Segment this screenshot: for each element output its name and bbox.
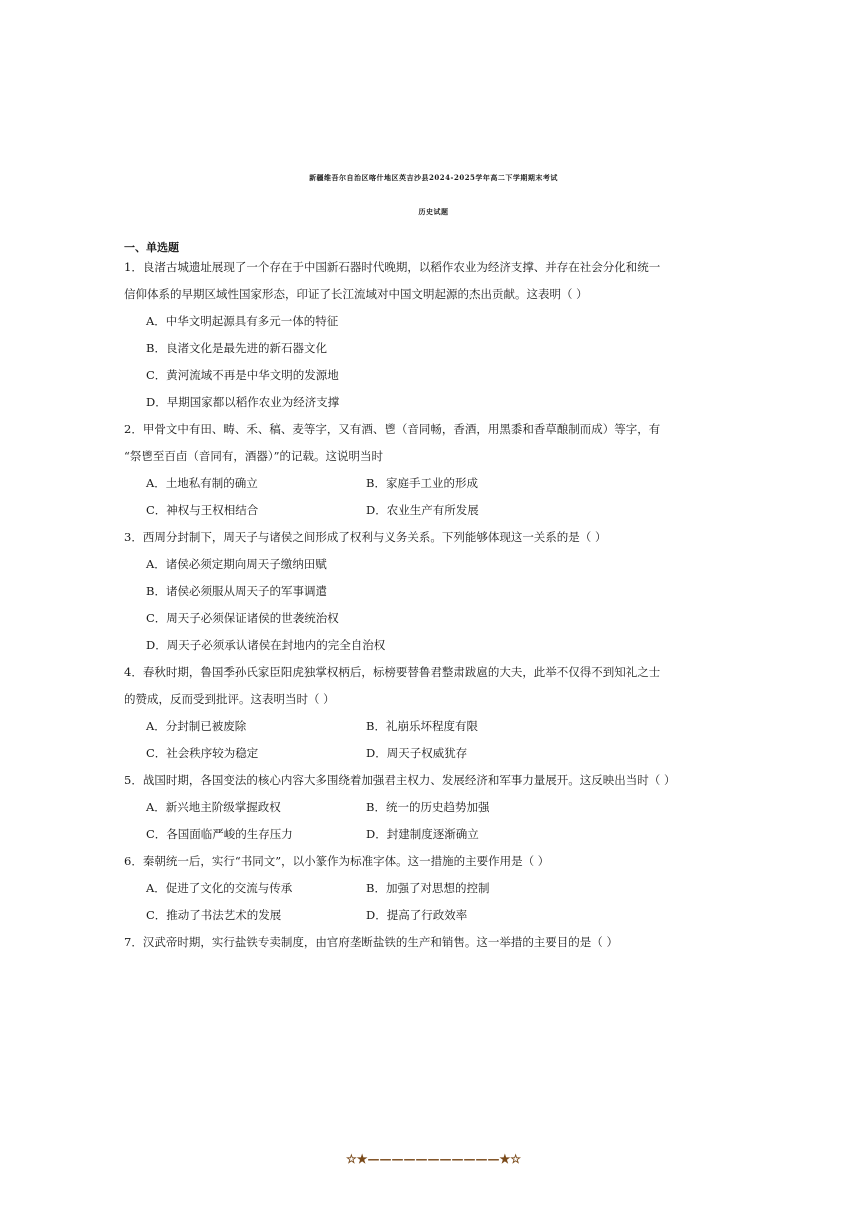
question-5-option-b: B．统一的历史趋势加强 xyxy=(366,800,490,814)
question-2-line-1: 2．甲骨文中有田、畴、禾、稿、麦等字，又有酒、鬯（音同畅，香酒，用黑黍和香草酿制而成）等字，有 xyxy=(124,422,661,436)
question-4-option-b: B．礼崩乐坏程度有限 xyxy=(366,719,478,733)
question-4-option-c: C．社会秩序较为稳定 xyxy=(146,746,259,760)
question-5-option-d: D．封建制度逐渐确立 xyxy=(366,827,479,841)
question-1-line-2: 信仰体系的早期区域性国家形态，印证了长江流域对中国文明起源的杰出贡献。这表明（ ） xyxy=(124,287,588,301)
question-6-option-c: C．推动了书法艺术的发展 xyxy=(146,908,282,922)
question-5-line-1: 5．战国时期，各国变法的核心内容大多围绕着加强君主权力、发展经济和军事力量展开。这反映出当时（ ） xyxy=(124,773,676,787)
question-2-option-d: D．农业生产有所发展 xyxy=(366,503,479,517)
question-5-option-a: A．新兴地主阶级掌握政权 xyxy=(146,800,281,814)
exam-subtitle: 历史试题 xyxy=(418,207,449,216)
question-3-option-a: A．诸侯必须定期向周天子缴纳田赋 xyxy=(146,557,327,571)
question-1-option-c: C．黄河流域不再是中华文明的发源地 xyxy=(146,368,339,382)
question-2-option-b: B．家庭手工业的形成 xyxy=(366,476,478,490)
question-1-line-1: 1．良渚古城遗址展现了一个存在于中国新石器时代晚期，以稻作农业为经济支撑、并存在社会分化和统一 xyxy=(124,260,661,274)
section-heading: 一、单选题 xyxy=(124,241,179,254)
question-3-option-d: D．周天子必须承认诸侯在封地内的完全自治权 xyxy=(146,638,386,652)
question-2-option-a: A．土地私有制的确立 xyxy=(146,476,258,490)
question-4-option-d: D．周天子权威犹存 xyxy=(366,746,468,760)
question-7-line-1: 7．汉武帝时期，实行盐铁专卖制度，由官府垄断盐铁的生产和销售。这一举措的主要目的是（ ） xyxy=(124,935,618,949)
question-4-line-1: 4．春秋时期，鲁国季孙氏家臣阳虎独掌权柄后，标榜要替鲁君整肃跋扈的大夫，此举不仅得不到知礼之士 xyxy=(124,665,661,679)
footer-decoration: ☆★———————————★☆ xyxy=(345,1152,522,1166)
question-2-line-2: “祭鬯至百卣（音同有，酒器）”的记载。这说明当时 xyxy=(124,449,384,463)
exam-title: 新疆维吾尔自治区喀什地区英吉沙县2024-2025学年高二下学期期末考试 xyxy=(309,173,558,182)
question-3-option-c: C．周天子必须保证诸侯的世袭统治权 xyxy=(146,611,339,625)
question-4-option-a: A．分封制已被废除 xyxy=(146,719,247,733)
question-3-option-b: B．诸侯必须服从周天子的军事调遣 xyxy=(146,584,327,598)
question-6-option-d: D．提高了行政效率 xyxy=(366,908,468,922)
question-5-option-c: C．各国面临严峻的生存压力 xyxy=(146,827,293,841)
question-2-option-c: C．神权与王权相结合 xyxy=(146,503,259,517)
question-6-option-a: A．促进了文化的交流与传承 xyxy=(146,881,293,895)
question-3-line-1: 3．西周分封制下，周天子与诸侯之间形成了权利与义务关系。下列能够体现这一关系的是（ ） xyxy=(124,530,607,544)
question-1-option-a: A．中华文明起源具有多元一体的特征 xyxy=(146,314,339,328)
question-1-option-b: B．良渚文化是最先进的新石器文化 xyxy=(146,341,327,355)
question-6-line-1: 6．秦朝统一后，实行“书同文”，以小篆作为标准字体。这一措施的主要作用是（ ） xyxy=(124,854,550,868)
question-4-line-2: 的赞成，反而受到批评。这表明当时（ ） xyxy=(124,692,335,706)
question-1-option-d: D．早期国家都以稻作农业为经济支撑 xyxy=(146,395,340,409)
question-6-option-b: B．加强了对思想的控制 xyxy=(366,881,490,895)
